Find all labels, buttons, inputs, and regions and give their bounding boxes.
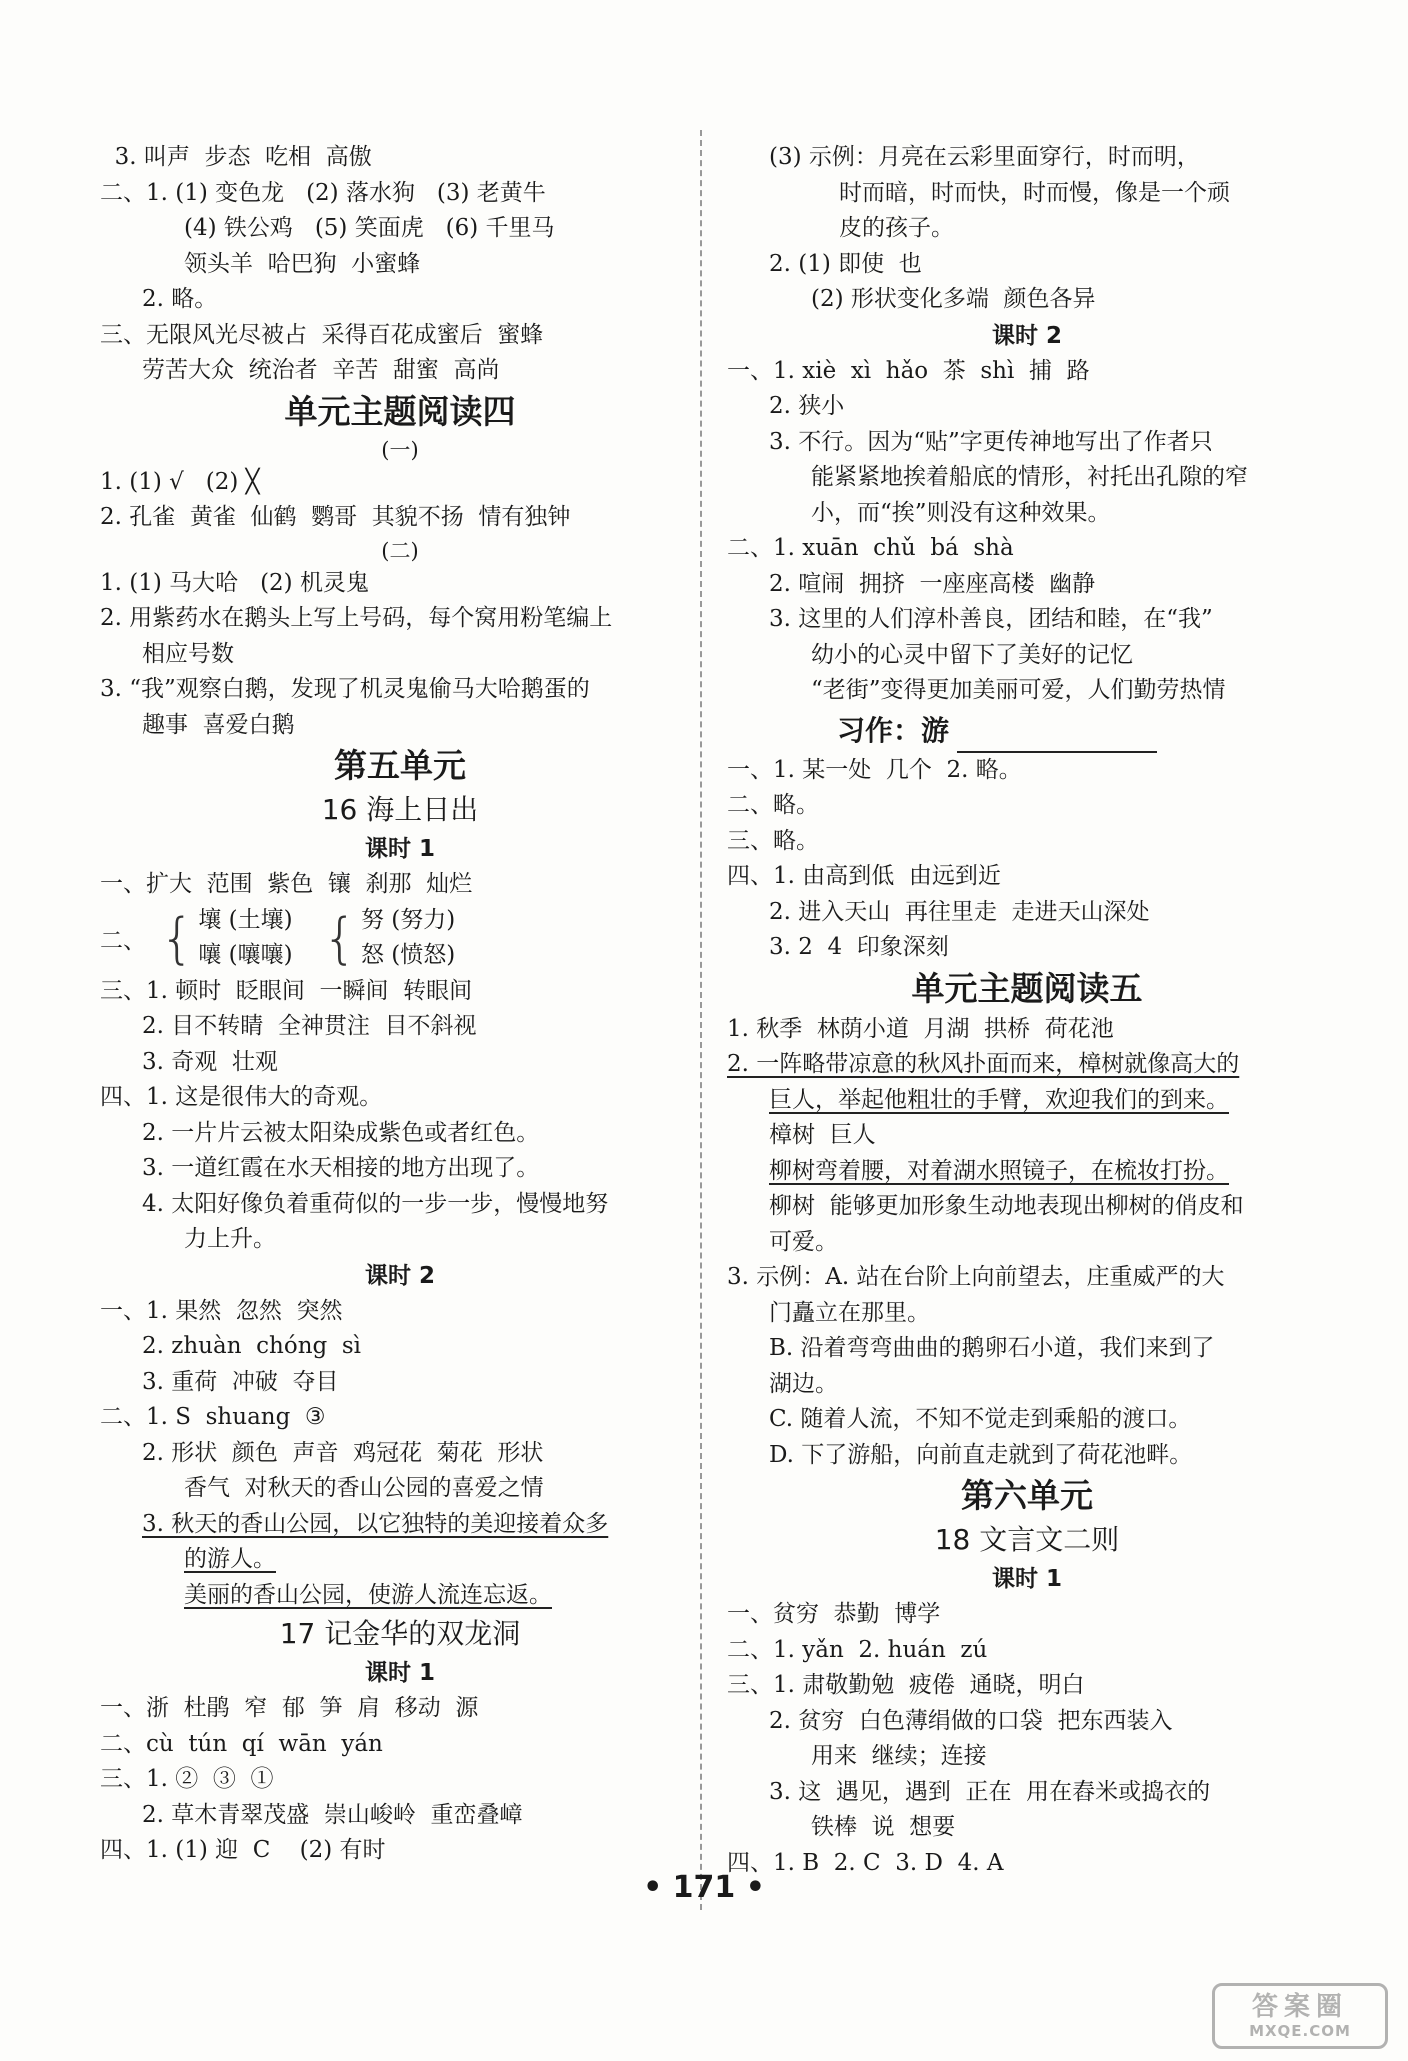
answer-line: 二、1. xuān chǔ bá shà [727,535,1014,561]
section-heading: 第五单元 [334,746,466,785]
answer-line: 3. 示例：A. 站在台阶上向前望去，庄重威严的大 [727,1264,1225,1290]
answer-line: 2. zhuàn chóng sì [142,1333,362,1359]
answer-line: 三、1. ② ③ ① [100,1766,274,1792]
answer-line: 2. 贫穷 白色薄绢做的口袋 把东西装入 [769,1707,1173,1734]
answer-line: 2. 喧闹 拥挤 一座座高楼 幽静 [769,570,1096,597]
answer-line: 三、1. 肃敬勤勉 疲倦 通晓，明白 [727,1672,1085,1698]
section-heading: 16 海上日出 [321,793,479,826]
section-heading: 单元主题阅读四 [284,391,516,431]
answer-line: 小，而“挨”则没有这种效果。 [811,499,1111,526]
answer-line: 樟树 巨人 [769,1122,876,1148]
section-heading: (一) [381,437,419,462]
answer-line: 四、1. 这是很伟大的奇观。 [100,1084,383,1110]
answer-line: 湖边。 [769,1370,838,1397]
answer-line: 一、1. 果然 忽然 突然 [100,1297,343,1324]
answer-line: 可爱。 [769,1228,838,1255]
answer-line: 一、1. 某一处 几个 2. 略。 [727,756,1022,783]
question-label: 二、 [100,927,146,954]
page-number: • 171 • [643,1870,765,1905]
bracket-pair [198,903,292,974]
answer-line: 2. 一阵略带凉意的秋风扑面而来，樟树就像高大的 [727,1051,1240,1077]
answer-word: 努 (努力) [360,906,456,933]
answer-line: 四、1. 由高到低 由远到近 [727,863,1001,889]
section-heading: 第六单元 [961,1476,1093,1515]
section-heading: (二) [381,538,419,563]
bracket-group [100,903,700,974]
answer-line: 2. 略。 [142,286,218,312]
answer-line: 3. 奇观 壮观 [142,1048,278,1075]
answer-line: B. 沿着弯弯曲曲的鹅卵石小道，我们来到了 [769,1335,1215,1361]
section-heading: 17 记金华的双龙洞 [279,1617,521,1650]
answer-line: 美丽的香山公园，使游人流连忘返。 [184,1581,552,1608]
answer-line: 3. 2 4 印象深刻 [769,934,949,960]
answer-line: 的游人。 [184,1546,276,1572]
answer-line: 1. 秋季 林荫小道 月湖 拱桥 荷花池 [727,1015,1114,1042]
answer-line: 1. (1) 马大哈 (2) 机灵鬼 [100,569,369,596]
answer-line: 3. 这里的人们淳朴善良，团结和睦，在“我” [769,606,1213,632]
answer-line: 1. (1) √ (2) ╳ [100,468,260,495]
section-heading: 课时 2 [991,322,1062,349]
answer-line: (4) 铁公鸡 (5) 笑面虎 (6) 千里马 [184,215,555,241]
answer-line: 能紧紧地挨着船底的情形，衬托出孔隙的窄 [811,464,1248,490]
answer-line: 巨人，举起他粗壮的手臂，欢迎我们的到来。 [769,1086,1229,1113]
fill-blank-line [957,721,1157,753]
section-title-text: 习作：游 [837,713,950,747]
section-heading: 课时 1 [364,1660,435,1686]
answer-line: C. 随着人流，不知不觉走到乘船的渡口。 [769,1406,1192,1432]
answer-line: 一、浙 杜鹃 窄 郁 笋 肩 移动 源 [100,1695,479,1721]
bracket-pair [361,903,455,974]
section-heading: 课时 1 [991,1566,1062,1592]
brace-icon: { [322,906,357,970]
section-heading: 18 文言文二则 [934,1523,1120,1556]
column-divider [700,130,702,1910]
answer-line: 3. “我”观察白鹅，发现了机灵鬼偷马大哈鹅蛋的 [100,676,590,702]
answer-line: 三、1. 顿时 眨眼间 一瞬间 转眼间 [100,977,473,1004]
answer-line: 香气 对秋天的香山公园的喜爱之情 [184,1475,544,1501]
section-heading: 课时 1 [364,836,435,862]
answer-line: 2. 狭小 [769,393,845,419]
answer-word: 怒 (愤怒) [360,942,456,968]
answer-line: 三、无限风光尽被占 采得百花成蜜后 蜜蜂 [100,321,544,348]
answer-line: 3. 一道红霞在水天相接的地方出现了。 [142,1155,540,1181]
answer-line: 2. 形状 颜色 声音 鸡冠花 菊花 形状 [142,1439,544,1466]
answer-line: 一、1. xiè xì hǎo 茶 shì 捕 路 [727,357,1090,384]
answer-line: 2. (1) 即使 也 [769,250,922,277]
watermark-logo [1212,1983,1388,2049]
answer-line: 柳树弯着腰，对着湖水照镜子，在梳妆打扮。 [769,1157,1229,1184]
answer-line: 铁棒 说 想要 [811,1814,956,1840]
watermark-text-cn: 答案圈 [1251,1992,1348,2022]
answer-line: 二、1. (1) 变色龙 (2) 落水狗 (3) 老黄牛 [100,179,546,206]
answer-line: 相应号数 [142,640,234,667]
answer-line: 一、贫穷 恭勤 博学 [727,1601,941,1627]
brace-icon: { [160,906,195,970]
section-heading: 课时 2 [364,1262,435,1289]
answer-line: 领头羊 哈巴狗 小蜜蜂 [184,250,421,277]
answer-line: 一、扩大 范围 紫色 镶 刹那 灿烂 [100,871,473,897]
right-column [727,140,1327,1881]
answer-line: 用来 继续；连接 [811,1743,987,1769]
answer-line: 四、1. (1) 迎 C (2) 有时 [100,1837,386,1863]
answer-line: 力上升。 [184,1226,276,1252]
answer-line: 三、略。 [727,827,819,854]
watermark-text-en: MXQE.COM [1249,2022,1351,2040]
answer-line: 柳树 能够更加形象生动地表现出柳树的俏皮和 [769,1193,1244,1219]
answer-line: 门矗立在那里。 [769,1299,930,1326]
answer-word: 壤 (土壤) [198,906,293,933]
answer-line: 3. 叫声 步态 吃相 高傲 [100,144,372,170]
answer-word: 嚷 (嚷嚷) [198,942,293,968]
answer-line: 2. 目不转睛 全神贯注 目不斜视 [142,1013,477,1039]
answer-line: 4. 太阳好像负着重荷似的一步一步，慢慢地努 [142,1190,609,1217]
answer-line: D. 下了游船，向前直走就到了荷花池畔。 [769,1441,1193,1468]
answer-line: 二、cù tún qí wān yán [100,1730,383,1757]
answer-line: “老街”变得更加美丽可爱，人们勤劳热情 [811,677,1226,703]
answer-line: 3. 秋天的香山公园，以它独特的美迎接着众多 [142,1510,609,1537]
answer-line: 皮的孩子。 [839,215,954,241]
answer-line: (3) 示例：月亮在云彩里面穿行，时而明， [769,144,1200,170]
answer-line: 劳苦大众 统治者 辛苦 甜蜜 高尚 [142,357,500,383]
answer-line: 2. 进入天山 再往里走 走进天山深处 [769,898,1150,925]
section-title-xizuo [727,709,1327,753]
answer-line: 3. 不行。因为“贴”字更传神地写出了作者只 [769,428,1213,455]
answer-line: 2. 孔雀 黄雀 仙鹤 鹦哥 其貌不扬 情有独钟 [100,504,571,530]
answer-line: 3. 重荷 冲破 夺目 [142,1368,339,1395]
answer-line: 2. 一片片云被太阳染成紫色或者红色。 [142,1119,540,1146]
answer-line: 时而暗，时而快，时而慢，像是一个顽 [839,179,1230,206]
answer-line: 幼小的心灵中留下了美好的记忆 [811,641,1133,668]
left-column [100,140,700,1869]
section-heading: 单元主题阅读五 [911,968,1143,1008]
answer-line: 趣事 喜爱白鹅 [142,711,295,738]
answer-line: 二、1. yǎn 2. huán zú [727,1636,988,1663]
answer-line: 四、1. B 2. C 3. D 4. A [727,1849,1004,1876]
answer-line: 3. 这 遇见，遇到 正在 用在舂米或捣衣的 [769,1778,1211,1805]
answer-line: 二、1. S shuang ③ [100,1404,326,1430]
answer-line: 2. 用紫药水在鹅头上写上号码，每个窝用粉笔编上 [100,605,613,631]
answer-line: (2) 形状变化多端 颜色各异 [811,286,1096,312]
answer-line: 2. 草木青翠茂盛 崇山峻岭 重峦叠嶂 [142,1801,523,1828]
answer-line: 二、略。 [727,792,819,818]
